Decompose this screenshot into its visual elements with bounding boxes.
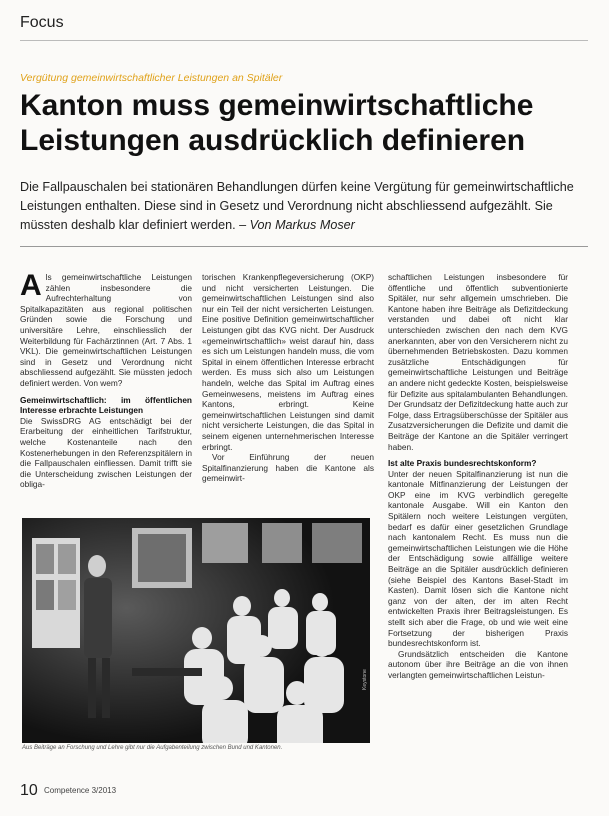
- page-number: 10: [20, 782, 38, 799]
- article-title: Kanton muss gemeinwirtschaftliche Leistungen ausdrücklich definieren: [20, 89, 534, 157]
- lecture-hall-photo: [22, 518, 370, 743]
- photo-caption: Aus Beiträge an Forschung und Lehre gibt nur die Aufgabenteilung zwischen Bund und Kantonen.: [22, 745, 283, 751]
- column-3: [388, 272, 568, 774]
- photo-credit: Keystone: [362, 669, 368, 690]
- article-kicker: Vergütung gemeinwirtschaftlicher Leistungen an Spitäler: [20, 72, 283, 84]
- column-1: [20, 269, 192, 490]
- lead-divider: [20, 246, 588, 247]
- paragraph: Grundsätzlich entscheiden die Kantone autonom über ihre Beiträge an die von ihnen verlangten gemeinwirtschaftlichen Leistun-: [388, 648, 568, 680]
- paragraph: Unter der neuen Spitalfinanzierung ist nun die kantonale Mitfinanzierung der Leistungen der OKP eine im KVG verbindlich geregelte kantonale Ausgabe. Will ein Kanton den Spitälern noch weitere Leistungen vergüten, bedarf es dafür einer gesetzlichen Grundlage nach kantonalem Recht. Es muss nun die gemeinwirtschaftlichen Leistungen wie die Höhe der Entschädigung sowie allfällige weitere Beiträge an die Spitäler ausdrücklich definieren (siehe Beispiel des Kantons Basel-Stadt im Kasten). Damit lösen sich die Kantone nicht ganz von der alten, der im alten Recht entwickelten Praxis ihrer Beitragsleistungen. Es stellt sich aber die Frage, ob und wie weit eine Fortsetzung der bisherigen Praxis bundesrechtskonform ist.: [388, 468, 568, 649]
- paragraph: Die SwissDRG AG entschädigt bei der Erarbeitung der einheitlichen Tarifstruktur, welche Kostenanteile nach den Kostenerhebungen in den Referenzspitälern in die Fallpauschalen einfliessen. Damit trifft sie die Unterscheidung zwischen Leistungen der obliga-: [20, 415, 192, 490]
- byline: Von Markus Moser: [249, 218, 355, 232]
- column-2: [202, 272, 374, 484]
- paragraph: schaftlichen Leistungen insbesondere für öffentliche und öffentlich subventionierte Spitäler, nur sehr allgemein umschrieben. Die Kantone haben ihre Beiträge als Defizitdeckung verstanden und dabei oft nicht klar unterschieden zwischen den nach dem KVG anerkannten, aber von den Versicherern nicht zu übernehmenden Betriebskosten. Dazu kommen zusätzliche Entschädigungen für gemeinwirtschaftliche Leistungen und Beiträge an andere nicht gedeckte Kosten, beispielsweise für Defizite aus spitalambulanten Behandlungen. Der Grundsatz der Defizitdeckung hatte auch zur Folge, dass Ertragsüberschüsse der Spitäler aus Zusatzversicherungen die Defizite und damit die Beiträge der Kantone an die Spitäler verringert haben.: [388, 272, 568, 452]
- lead-text: Die Fallpauschalen bei stationären Behandlungen dürfen keine Vergütung für gemeinwirtschaftliche Leistungen enthalten. Diese sind in Gesetz und Verordnung nicht abschliessend aufgezählt. Sie müssten deshalb klar definiert werden. –: [20, 180, 574, 232]
- header-divider: [20, 40, 588, 41]
- subheading: Gemeinwirtschaftlich: im öffentlichen Interesse erbrachte Leistungen: [20, 394, 192, 416]
- section-rubric: Focus: [20, 14, 64, 31]
- issue-label: Competence 3/2013: [44, 786, 117, 795]
- paragraph: [20, 269, 192, 389]
- paragraph: Vor Einführung der neuen Spitalfinanzierung haben die Kantone als gemeinwirt-: [202, 452, 374, 484]
- subheading: Ist alte Praxis bundesrechtskonform?: [388, 458, 537, 469]
- article-lead: [20, 178, 580, 235]
- paragraph-text: ls gemeinwirtschaftliche Leistungen zählen insbesondere die Aufrechterhaltung von Spitalkapazitäten aus regional politischen Gründen sowie die Forschung und universitäre Lehre, einschliesslich der Weiterbildung für Fachärztinnen (Art. 7 Abs. 1 VKL). Die gemeinwirtschaftlichen Leistungen sind in Gesetz und Verordnung nicht abschliessend aufgezählt. Sie müssten jedoch definiert werden. Von wem?: [20, 272, 192, 388]
- paragraph: torischen Krankenpflegeversicherung (OKP) und nicht versicherten Leistungen. Die gemeinwirtschaftlichen Leistungen sind also nur ein Teil der nicht versicherten Leistungen. Eine positive Definition gemeinwirtschaftlicher Leistungen gibt das KVG nicht. Der Ausdruck «gemeinwirtschaftlich» weist darauf hin, dass es sich um Leistungen handeln muss, die vom Spital in einem öffentlichen Interesse erbracht werden. Es muss sich also um Leistungen handeln, welche das Spital im Auftrag eines Gemeinwesens, meistens im Auftrag eines Kantons, erbringt. Keine gemeinwirtschaftlichen Leistungen sind damit nicht versicherte Leistungen, die das Spital in seinem eigenen unternehmerischen Interesse erbringt.: [202, 272, 374, 452]
- article-photo: [22, 518, 370, 743]
- drop-cap: A: [20, 269, 42, 302]
